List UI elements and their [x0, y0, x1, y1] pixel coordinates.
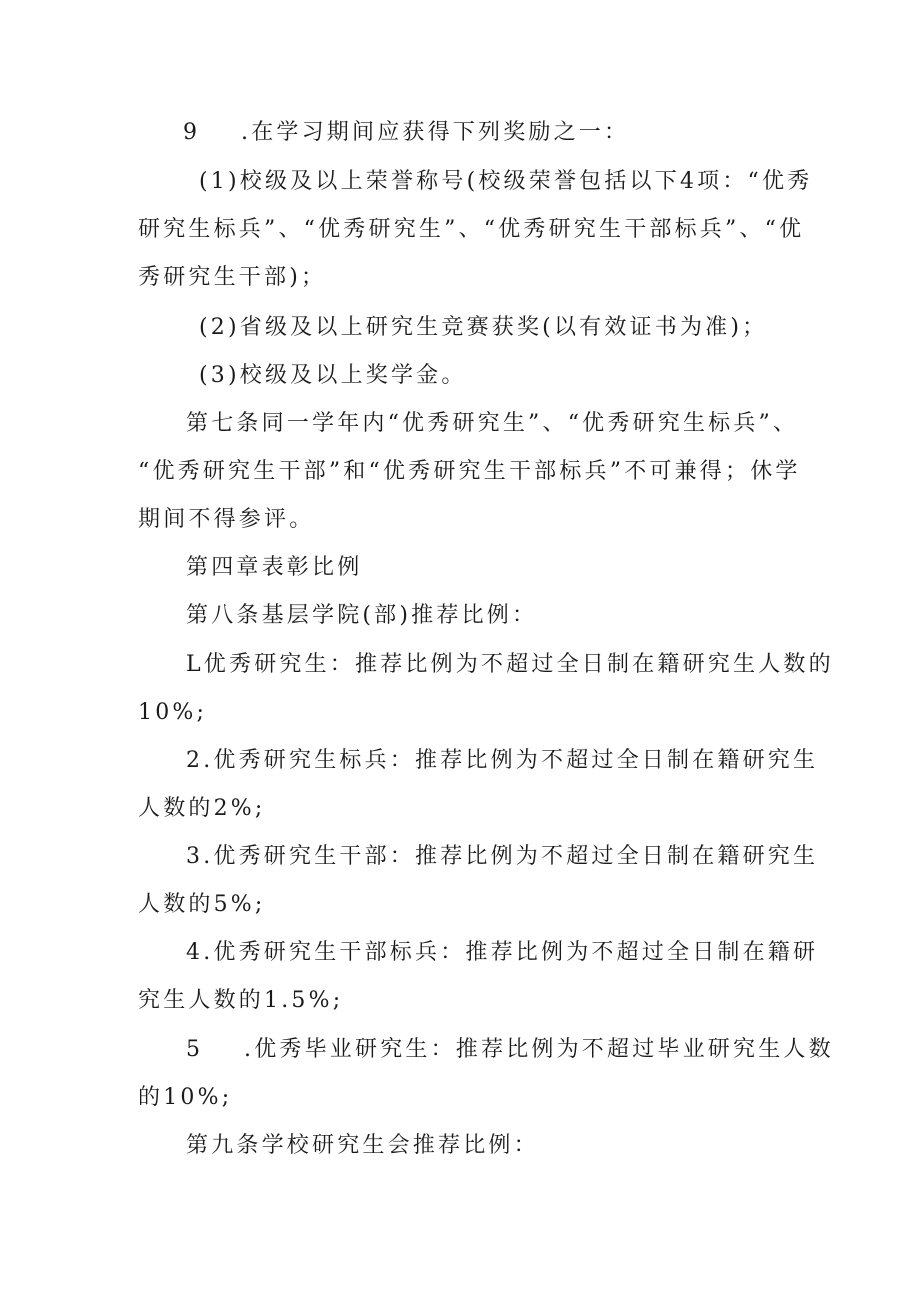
chapter-4-heading: 第四章表彰比例: [186, 555, 363, 580]
article-9-heading: 第九条学校研究生会推荐比例：: [186, 1133, 539, 1158]
article-7-line-3: 期间不得参评。: [138, 507, 315, 532]
ratio-5-line-2: 的10%;: [138, 1085, 233, 1110]
award-3: (3)校级及以上奖学金。: [199, 363, 467, 388]
ratio-2-line-1: 2.优秀研究生标兵：推荐比例为不超过全日制在籍研究生: [186, 748, 819, 773]
ratio-4-line-1: 4.优秀研究生干部标兵：推荐比例为不超过全日制在籍研: [186, 940, 819, 965]
ratio-4-line-2: 究生人数的1.5%;: [138, 988, 344, 1013]
clause-9: [183, 118, 629, 148]
ratio-5-line-1: [186, 1035, 834, 1065]
ratio-3-line-2: 人数的5%;: [138, 892, 266, 917]
clause-9-text: .在学习期间应获得下列奖励之一：: [241, 120, 630, 145]
article-8-heading: 第八条基层学院(部)推荐比例：: [186, 603, 538, 628]
ratio-2-line-2: 人数的2%;: [138, 796, 266, 821]
award-1-line-1: (1)校级及以上荣誉称号(校级荣誉包括以下4项：“优秀: [199, 169, 813, 194]
article-7-line-1: 第七条同一学年内“优秀研究生”、“优秀研究生标兵”、: [186, 411, 799, 436]
award-1-line-3: 秀研究生干部)；: [138, 265, 327, 290]
article-7-line-2: “优秀研究生干部”和“优秀研究生干部标兵”不可兼得；休学: [138, 459, 801, 484]
ratio-1-line-1: L优秀研究生：推荐比例为不超过全日制在籍研究生人数的: [186, 652, 834, 677]
ratio-3-line-1: 3.优秀研究生干部：推荐比例为不超过全日制在籍研究生: [186, 844, 819, 869]
award-2: (2)省级及以上研究生竞赛获奖(以有效证书为准)；: [199, 315, 768, 340]
ratio-5-text: .优秀毕业研究生：推荐比例为不超过毕业研究生人数: [244, 1037, 834, 1062]
ratio-5-number: 5: [186, 1037, 204, 1062]
award-1-line-2: 研究生标兵”、“优秀研究生”、“优秀研究生干部标兵”、“优: [138, 217, 805, 242]
ratio-1-line-2: 10%;: [138, 700, 208, 725]
clause-9-number: 9: [183, 120, 201, 145]
